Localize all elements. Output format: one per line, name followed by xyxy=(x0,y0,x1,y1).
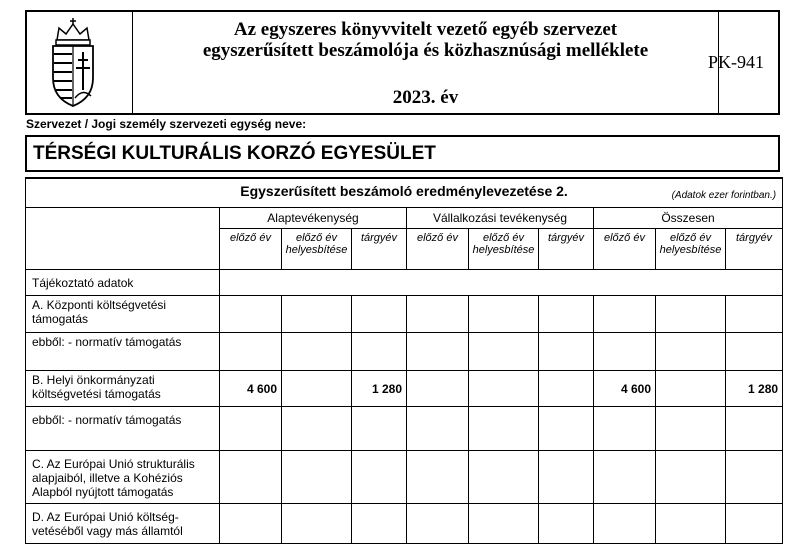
table-row xyxy=(26,333,783,371)
table-title-cell xyxy=(26,178,783,208)
row-label: C. Az Európai Unió strukturális alapjaiból, illetve a Kohéziós Alapból nyújtott támogatás xyxy=(26,451,220,504)
value-cell xyxy=(220,504,282,544)
value-cell xyxy=(726,296,783,333)
subcol-header: tárgyév xyxy=(726,229,783,270)
value-cell xyxy=(469,371,539,407)
value-cell xyxy=(220,451,282,504)
value-cell xyxy=(539,371,594,407)
value-cell xyxy=(469,296,539,333)
value-cell xyxy=(656,504,726,544)
value-cell xyxy=(407,296,469,333)
subcol-header: előző év xyxy=(407,229,469,270)
row-label: Tájékoztató adatok xyxy=(26,270,220,296)
group-header-total: Összesen xyxy=(594,208,783,229)
value-cell xyxy=(282,371,352,407)
subcol-header: előző év xyxy=(220,229,282,270)
table-row xyxy=(26,504,783,544)
subcol-header: előző év helyesbítése xyxy=(282,229,352,270)
value-cell xyxy=(352,333,407,371)
value-cell xyxy=(726,451,783,504)
value-cell xyxy=(594,504,656,544)
income-statement-table xyxy=(25,177,783,544)
value-cell xyxy=(539,296,594,333)
value-cell xyxy=(539,333,594,371)
organization-label: Szervezet / Jogi személy szervezeti egység neve: xyxy=(26,117,307,131)
value-cell xyxy=(352,407,407,451)
row-label: A. Központi költségvetési támogatás xyxy=(26,296,220,333)
subcol-header: előző év helyesbítése xyxy=(656,229,726,270)
value-cell xyxy=(282,504,352,544)
value-cell: 4 600 xyxy=(594,371,656,407)
value-cell xyxy=(469,504,539,544)
value-cell xyxy=(352,504,407,544)
group-header-business: Vállalkozási tevékenység xyxy=(407,208,594,229)
value-cell xyxy=(539,451,594,504)
organization-name: TÉRSÉGI KULTURÁLIS KORZÓ EGYESÜLET xyxy=(25,135,780,172)
subcol-header: tárgyév xyxy=(539,229,594,270)
form-title xyxy=(132,12,719,113)
value-cell xyxy=(469,333,539,371)
value-cell xyxy=(220,407,282,451)
table-title: Egyszerűsített beszámoló eredménylevezetése 2. xyxy=(240,183,568,199)
value-cell xyxy=(594,296,656,333)
value-cell xyxy=(594,407,656,451)
value-cell xyxy=(469,407,539,451)
value-cell: 1 280 xyxy=(352,371,407,407)
value-cell: 4 600 xyxy=(220,371,282,407)
value-cell xyxy=(282,407,352,451)
value-cell xyxy=(282,333,352,371)
value-cell xyxy=(352,451,407,504)
table-row xyxy=(26,296,783,333)
value-cell xyxy=(656,296,726,333)
value-cell xyxy=(407,333,469,371)
title-line-2: egyszerűsített beszámolója és közhasznúsági melléklete xyxy=(202,40,649,61)
report-year: 2023. év xyxy=(392,87,459,108)
value-cell xyxy=(352,296,407,333)
form-code: PK-941 xyxy=(707,52,764,72)
coat-of-arms-icon xyxy=(39,18,107,110)
value-cell xyxy=(220,296,282,333)
subcol-header: előző év xyxy=(594,229,656,270)
value-cell: 1 280 xyxy=(726,371,783,407)
value-cell xyxy=(220,333,282,371)
value-cell xyxy=(407,504,469,544)
value-cell xyxy=(594,451,656,504)
value-cell xyxy=(539,504,594,544)
table-row xyxy=(26,407,783,451)
value-cell xyxy=(407,451,469,504)
value-cell xyxy=(726,504,783,544)
subcol-header: előző év helyesbítése xyxy=(469,229,539,270)
value-cell xyxy=(594,333,656,371)
title-line-1: Az egyszeres könyvvitelt vezető egyéb szervezet xyxy=(233,19,618,40)
header-blank-cell xyxy=(26,208,220,270)
info-row-spacer xyxy=(220,270,783,296)
value-cell xyxy=(282,451,352,504)
value-cell xyxy=(726,407,783,451)
subcol-header: tárgyév xyxy=(352,229,407,270)
value-cell xyxy=(656,371,726,407)
unit-note: (Adatok ezer forintban.) xyxy=(671,190,777,201)
value-cell xyxy=(656,407,726,451)
value-cell xyxy=(656,333,726,371)
row-label: D. Az Európai Unió költség-vetéséből vagy más államtól xyxy=(26,504,220,544)
value-cell xyxy=(407,407,469,451)
group-header-basic: Alaptevékenység xyxy=(220,208,407,229)
form-header xyxy=(25,10,780,115)
value-cell xyxy=(469,451,539,504)
value-cell xyxy=(539,407,594,451)
value-cell xyxy=(407,371,469,407)
table-row xyxy=(26,451,783,504)
value-cell xyxy=(282,296,352,333)
value-cell xyxy=(726,333,783,371)
row-label: ebből: - normatív támogatás xyxy=(26,333,220,371)
row-label: B. Helyi önkormányzati költségvetési támogatás xyxy=(26,371,220,407)
table-row xyxy=(26,371,783,407)
value-cell xyxy=(656,451,726,504)
row-label: ebből: - normatív támogatás xyxy=(26,407,220,451)
